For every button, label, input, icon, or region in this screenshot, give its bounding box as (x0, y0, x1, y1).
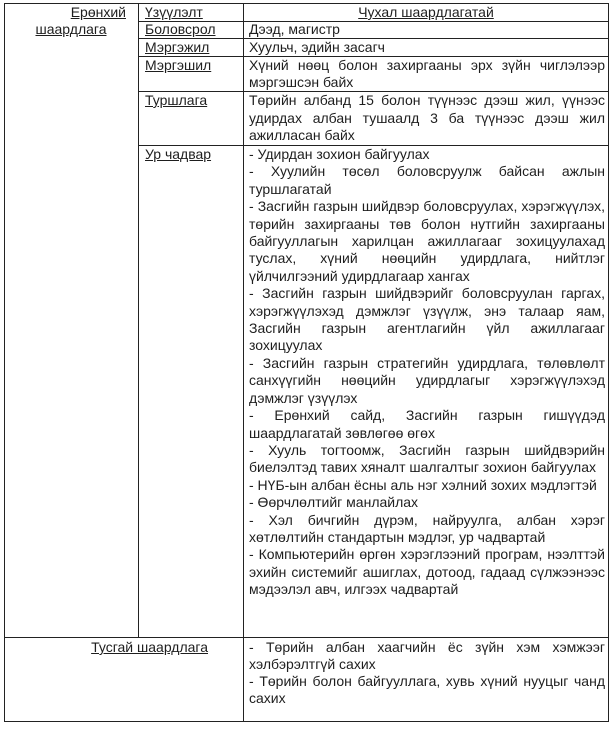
skill-item: - НҮБ-ын албан ёсны аль нэг хэлний зохих мэдлэгтэй (249, 476, 597, 493)
special-item: - Төрийн болон байгууллага, хувь хүний нууцыг чанд сахих (249, 673, 605, 706)
skill-item: - Хэл бичгийн дүрэм, найруулга, албан хэрэг хөтлөлтийн стандартын мэдлэг, ур чадвартай (249, 511, 605, 545)
row-education-label: Боловсрол (145, 21, 216, 37)
row-experience-label: Туршлага (145, 92, 208, 108)
skill-item: - Ерөнхий сайд, Засгийн газрын гишүүдэд шаардлагатай зөвлөгөө өгөх (249, 407, 605, 441)
header-required (246, 4, 606, 21)
row-education-value: Дээд, магистр (249, 21, 340, 37)
skill-item: - Засгийн газрын стратегийн удирдлага, төлөвлөлт санхүүгийн нөөцийн удирдлагыг хэрэгжүүлэхэд дэмжлэг үзүүлэх (249, 354, 605, 406)
skill-item: - Компьютерийн өргөн хэрэглээний програм, нээлттэй эхийн системийг ашиглах, дотоод, гадаад сүлжээнээс мэдээлэл авч, илгээх чадвартай (249, 546, 605, 598)
general-label-line2: шаардлага (35, 21, 107, 37)
skill-item: - Хууль тогтоомж, Засгийн газрын шийдвэрийн биелэлтэд тавих хяналт шалгалтыг зохион байгуулах (249, 441, 605, 476)
skill-item: - Өөрчлөлтийг манлайлах (249, 494, 419, 511)
special-requirements-value (249, 639, 605, 707)
skill-item: - Засгийн газрын шийдвэрийг боловсруулан гаргах, хэрэгжүүлэхэд дэмжлэг үзүүлж, энэ талаар яам, Засгийн газрын агентлагийн үйл ажиллагааг зохицуулах (249, 285, 605, 354)
row-profession-label: Мэргэжил (145, 39, 210, 55)
skill-item: - Хуулийн төсөл боловсруулж байсан ажлын туршлагатай (249, 163, 605, 197)
row-skills-value (249, 146, 605, 599)
header-criteria: Үзүүлэлт (145, 4, 203, 20)
skill-item: - Засгийн газрын шийдвэр боловсруулах, хэрэгжүүлэх, төрийн захиргааны төв болон нутгийн захиргааны байгууллагын харилцан ажиллагааг зохицуулахад туслах, хүний нөөцийн удирдлага, нийтлэг үйлчилгээний удирдлагаар хангах (249, 198, 605, 284)
skill-item: - Удирдан зохион байгуулах (249, 146, 430, 162)
divider-col1 (138, 3, 139, 637)
general-label-line1: Ерөнхий (70, 4, 126, 20)
row-skills-label: Ур чадвар (145, 146, 212, 162)
divider-section (4, 637, 609, 638)
special-item: - Төрийн албан хаагчийн ёс зүйн хэм хэмжээг хэлбэрэлтгүй сахих (249, 639, 605, 672)
header-required-text: Чухал шаардлагатай (358, 4, 494, 20)
divider-col2 (243, 3, 244, 722)
special-requirements-label (6, 639, 238, 656)
row-profession-value: Хуульч, эдийн засагч (249, 39, 385, 55)
row-experience-value: Төрийн албанд 15 болон түүнээс дээш жил, үүнээс удирдах албан тушаалд 3 ба түүнээс дээш жил ажилласан байх (249, 92, 605, 143)
row-specialization-label: Мэргэшил (145, 57, 212, 73)
row-specialization-value: Хүний нөөц болон захиргааны эрх зүйн чиглэлээр мэргэшсэн байх (249, 57, 605, 90)
special-label-text: Тусгай шаардлага (91, 639, 208, 655)
general-requirements-label (6, 4, 136, 38)
